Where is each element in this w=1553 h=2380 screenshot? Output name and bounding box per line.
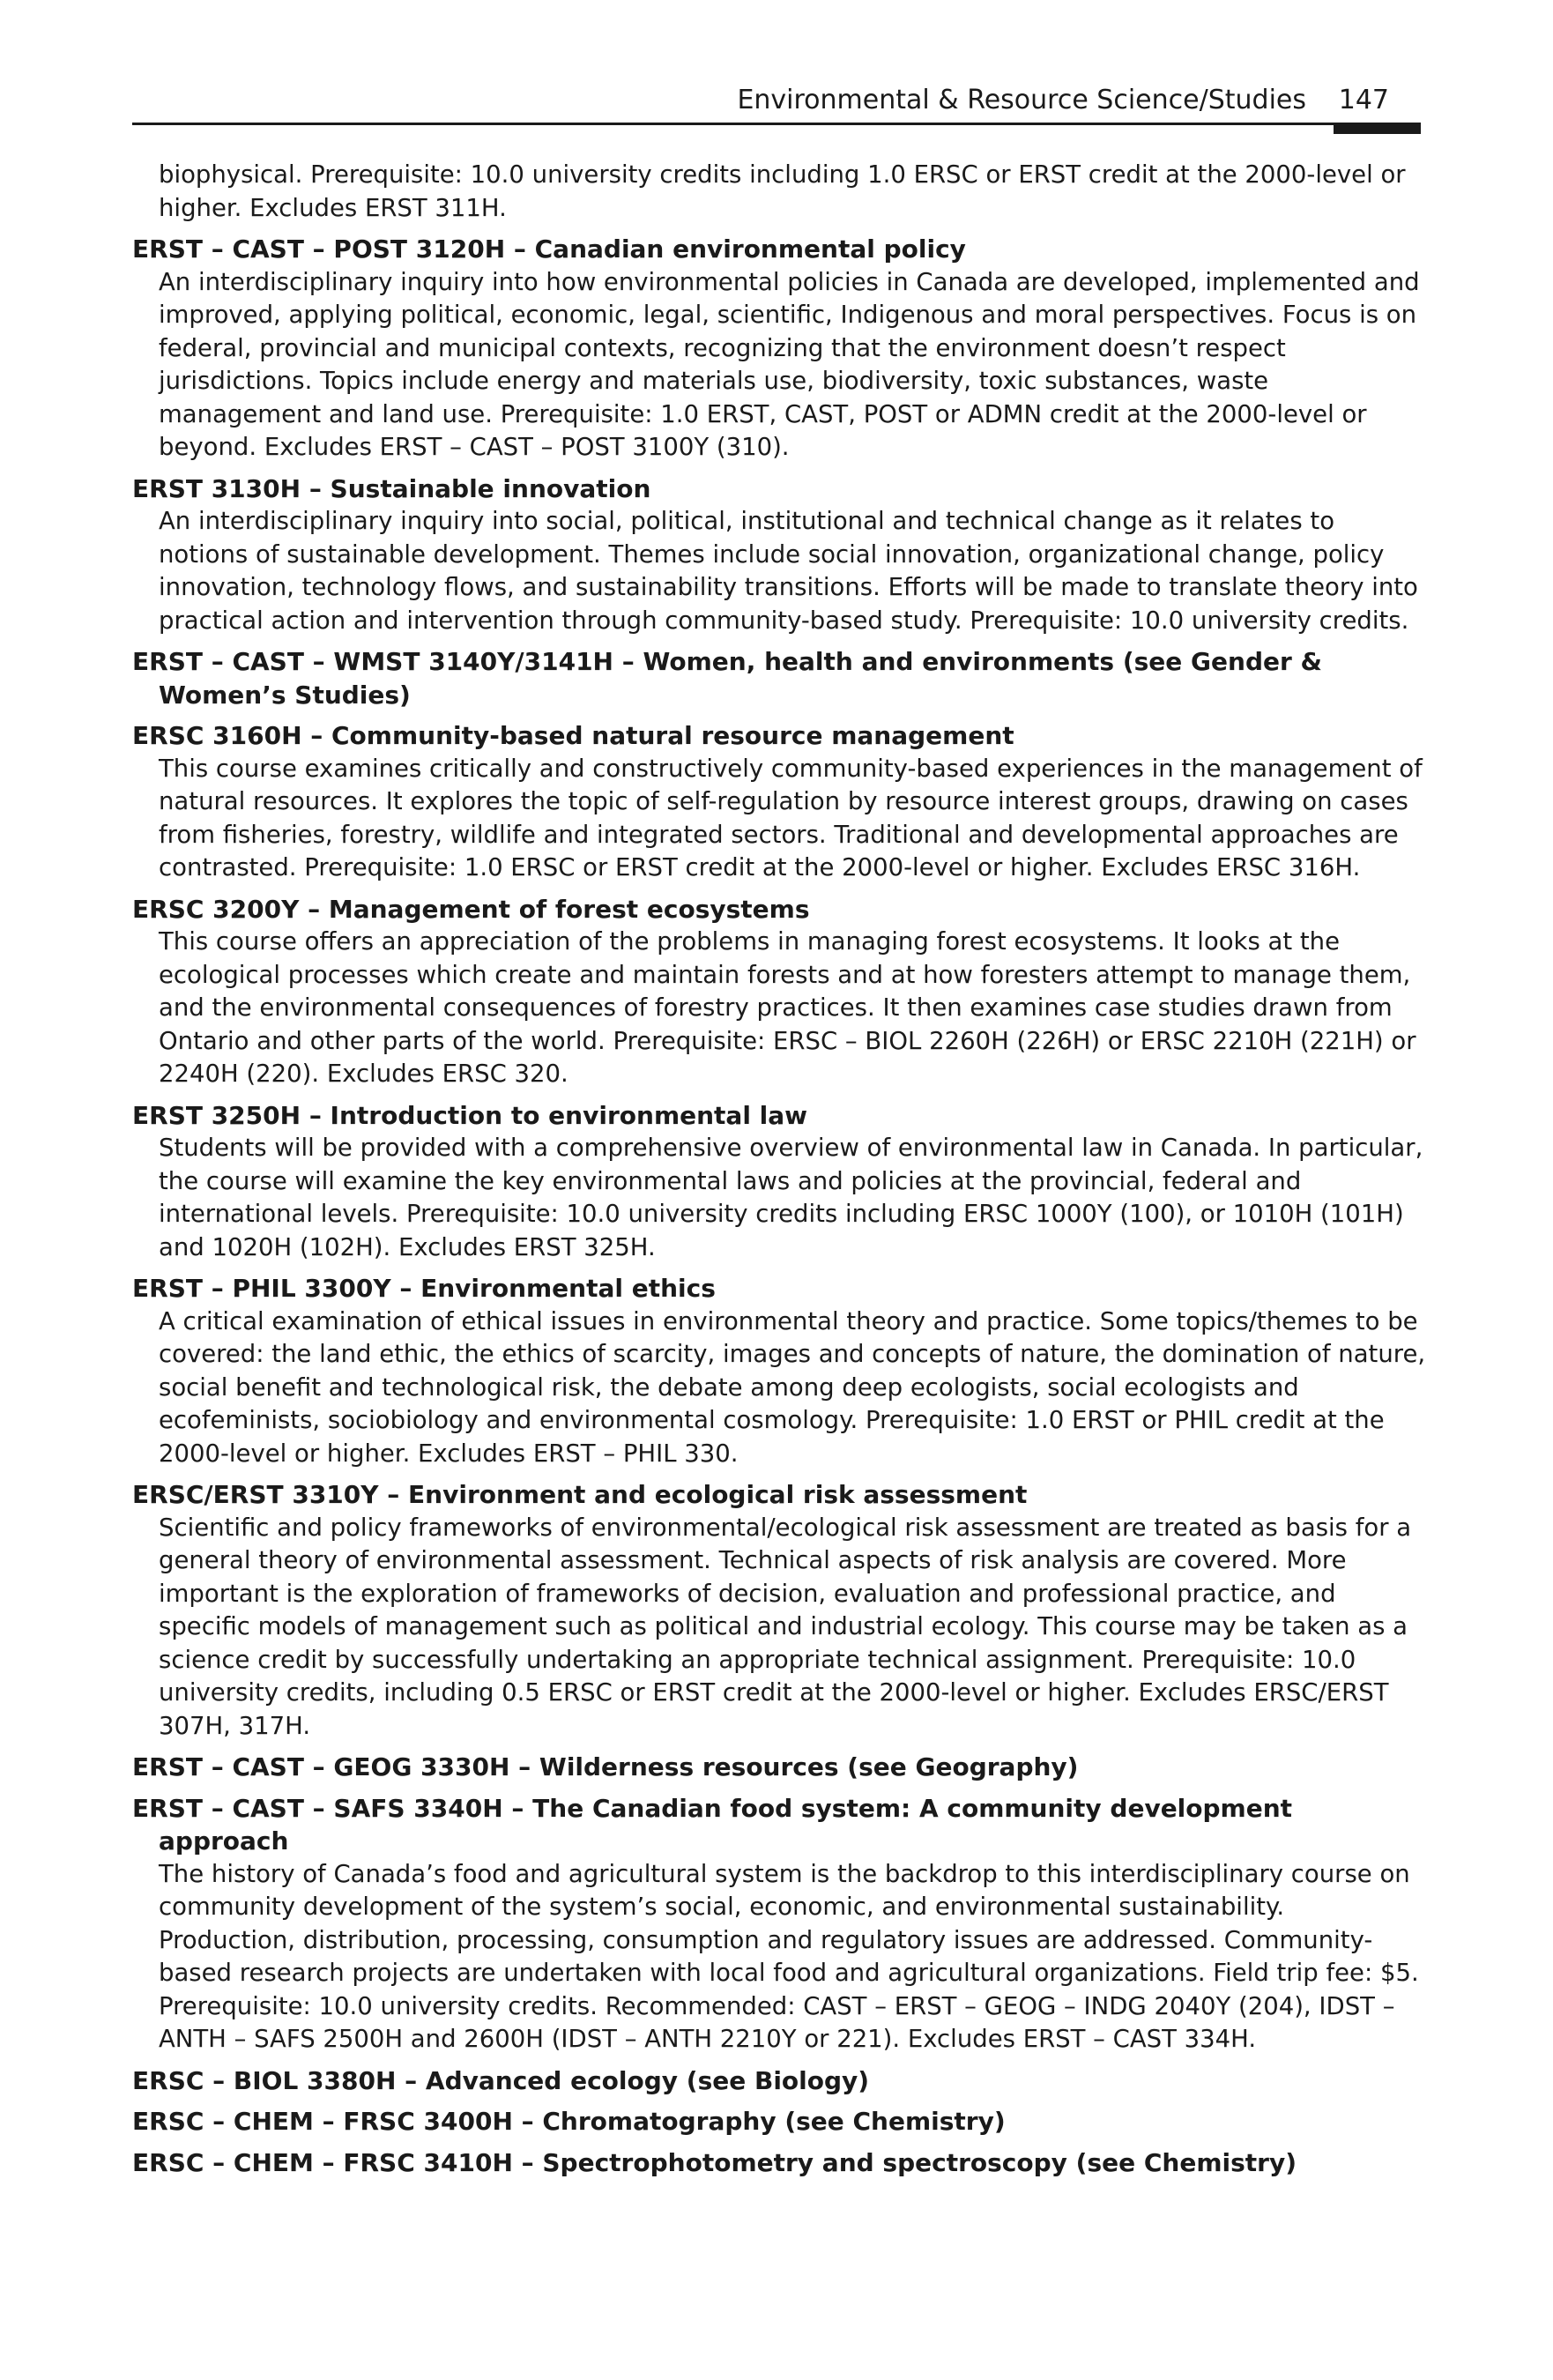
page-number: 147	[1338, 85, 1389, 115]
course-title: ERST 3130H – Sustainable innovation	[132, 473, 651, 503]
running-header	[132, 81, 1421, 120]
course-list	[132, 159, 1428, 2187]
course-entry	[132, 1792, 1428, 2056]
header-tab-mark	[1334, 123, 1421, 134]
course-entry	[132, 233, 1428, 465]
course-title: ERSC/ERST 3310Y – Environment and ecological risk assessment	[132, 1480, 1028, 1509]
course-title: ERST – CAST – POST 3120H – Canadian environmental policy	[132, 234, 966, 264]
course-description: An interdisciplinary inquiry into social, political, institutional and technical change as it relates to notions of sustainable development. Themes include social innovation, organizational change, policy innovation, technology flows, and sustainability transitions. Efforts will be made to translate theory into practical action and intervention through community-based study. Prerequisite: 10.0 university credits.	[159, 507, 1418, 635]
course-description: This course examines critically and constructively community-based experiences in the management of natural resources. It explores the topic of self-regulation by resource interest groups, drawing on cases from fisheries, forestry, wildlife and integrated sectors. Traditional and developmental approaches are contrasted. Prerequisite: 1.0 ERSC or ERST credit at the 2000-level or higher. Excludes ERSC 316H.	[159, 754, 1423, 881]
course-entry	[132, 1751, 1428, 1784]
course-description: The history of Canada’s food and agricultural system is the backdrop to this interdisciplinary course on community development of the system’s social, economic, and environmental sustainability. Production, distribution, processing, consumption and regulatory issues are addressed. Community-based research projects are undertaken with local food and agricultural organizations. Field trip fee: $5. Prerequisite: 10.0 university credits. Recommended: CAST – ERST – GEOG – INDG 2040Y (204), IDST – ANTH – SAFS 2500H and 2600H (IDST – ANTH 2210Y or 221). Excludes ERST – CAST 334H.	[159, 1859, 1419, 2053]
section-title: Environmental & Resource Science/Studies	[737, 85, 1306, 115]
course-title: ERSC – BIOL 3380H – Advanced ecology (see Biology)	[132, 2065, 870, 2095]
course-title: ERST – PHIL 3300Y – Environmental ethics	[132, 1274, 716, 1303]
course-description: Scientific and policy frameworks of environmental/ecological risk assessment are treated as basis for a general theory of environmental assessment. Technical aspects of risk analysis are covered. More important is the exploration of frameworks of decision, evaluation and professional practice, and specific models of management such as political and industrial ecology. This course may be taken as a science credit by successfully undertaking an appropriate technical assignment. Prerequisite: 10.0 university credits, including 0.5 ERSC or ERST credit at the 2000-level or higher. Excludes ERSC/ERST 307H, 317H.	[159, 1513, 1412, 1740]
course-description: This course offers an appreciation of the problems in managing forest ecosystems. It looks at the ecological processes which create and maintain forests and at how foresters attempt to manage them, and the environmental consequences of forestry practices. It then examines case studies drawn from Ontario and other parts of the world. Prerequisite: ERSC – BIOL 2260H (226H) or ERSC 2210H (221H) or 2240H (220). Excludes ERSC 320.	[159, 927, 1416, 1088]
course-entry	[132, 1099, 1428, 1265]
course-entry	[132, 719, 1428, 885]
course-entry	[132, 645, 1428, 711]
course-description: Students will be provided with a comprehensive overview of environmental law in Canada. In particular, the course will examine the key environmental laws and policies at the provincial, federal and international levels. Prerequisite: 10.0 university credits including ERSC 1000Y (100), or 1010H (101H) and 1020H (102H). Excludes ERST 325H.	[159, 1134, 1423, 1261]
course-title: ERSC – CHEM – FRSC 3400H – Chromatography (see Chemistry)	[132, 2107, 1006, 2136]
course-title: ERST – CAST – WMST 3140Y/3141H – Women, health and environments (see Gender & Women’s Studies)	[132, 647, 1322, 710]
course-entry	[132, 472, 1428, 638]
course-title: ERST – CAST – GEOG 3330H – Wilderness resources (see Geography)	[132, 1752, 1079, 1781]
course-description: A critical examination of ethical issues in environmental theory and practice. Some topics/themes to be covered: the land ethic, the ethics of scarcity, images and concepts of nature, the domination of nature, social benefit and technological risk, the debate among deep ecologists, social ecologists and ecofeminists, sociobiology and environmental cosmology. Prerequisite: 1.0 ERST or PHIL credit at the 2000-level or higher. Excludes ERST – PHIL 330.	[159, 1306, 1426, 1468]
course-entry	[132, 159, 1428, 225]
course-description: biophysical. Prerequisite: 10.0 university credits including 1.0 ERSC or ERST credit at the 2000-level or higher. Excludes ERST 311H.	[159, 160, 1406, 222]
course-entry	[132, 2064, 1428, 2098]
course-entry	[132, 893, 1428, 1091]
course-title: ERSC 3160H – Community-based natural resource management	[132, 721, 1014, 750]
course-title: ERSC – CHEM – FRSC 3410H – Spectrophotometry and spectroscopy (see Chemistry)	[132, 2147, 1297, 2177]
course-entry	[132, 1478, 1428, 1743]
course-entry	[132, 1272, 1428, 1470]
course-entry	[132, 2146, 1428, 2180]
course-entry	[132, 2105, 1428, 2138]
course-title: ERST 3250H – Introduction to environmental law	[132, 1100, 808, 1130]
course-title: ERST – CAST – SAFS 3340H – The Canadian food system: A community development approach	[132, 1793, 1293, 1856]
header-rule	[132, 123, 1421, 125]
course-title: ERSC 3200Y – Management of forest ecosystems	[132, 894, 810, 924]
course-description: An interdisciplinary inquiry into how environmental policies in Canada are developed, implemented and improved, applying political, economic, legal, scientific, Indigenous and moral perspectives. Focus is on federal, provincial and municipal contexts, recognizing that the environment doesn’t respect jurisdictions. Topics include energy and materials use, biodiversity, toxic substances, waste management and land use. Prerequisite: 1.0 ERST, CAST, POST or ADMN credit at the 2000-level or beyond. Excludes ERST – CAST – POST 3100Y (310).	[159, 267, 1420, 461]
